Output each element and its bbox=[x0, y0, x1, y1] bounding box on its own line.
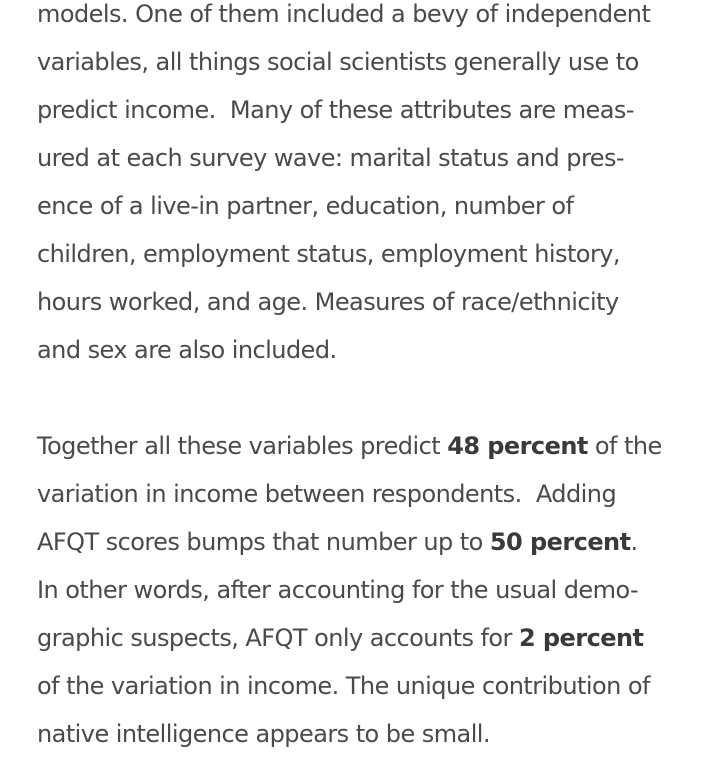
paragraph-afqt-results bbox=[37, 422, 707, 758]
text-line: In other words, after accounting for the usual demo- bbox=[37, 576, 639, 604]
text-line: ence of a live-in partner, education, number of bbox=[37, 192, 574, 220]
text-line: native intelligence appears to be small. bbox=[37, 720, 491, 748]
text-line: and sex are also included. bbox=[37, 336, 337, 364]
stat-50-percent: 50 percent bbox=[489, 528, 631, 556]
text-line: of the variation in income. The unique contribution of bbox=[37, 672, 650, 700]
text-line: hours worked, and age. Measures of race/ethnicity bbox=[37, 288, 619, 316]
text-run: Together all these variables predict bbox=[37, 432, 448, 460]
text-run: AFQT scores bumps that number up to bbox=[37, 528, 490, 556]
stat-2-percent: 2 percent bbox=[518, 624, 644, 652]
text-line: children, employment status, employment history, bbox=[37, 240, 620, 268]
article-body bbox=[37, 0, 707, 758]
text-line: variation in income between respondents. Adding bbox=[37, 480, 617, 508]
text-line: models. One of them included a bevy of independent bbox=[37, 0, 651, 28]
paragraph-spacer bbox=[37, 374, 707, 422]
text-line bbox=[37, 518, 707, 566]
text-line bbox=[37, 422, 707, 470]
text-line: ured at each survey wave: marital status and pres- bbox=[37, 144, 625, 172]
text-line bbox=[37, 614, 707, 662]
text-run: of the bbox=[587, 432, 662, 460]
stat-48-percent: 48 percent bbox=[447, 432, 588, 460]
text-run: . bbox=[630, 528, 638, 556]
paragraph-control-variables bbox=[37, 0, 707, 374]
text-line: predict income. Many of these attributes are meas- bbox=[37, 96, 634, 124]
text-line: variables, all things social scientists generally use to bbox=[37, 48, 639, 76]
text-run: graphic suspects, AFQT only accounts for bbox=[37, 624, 519, 652]
